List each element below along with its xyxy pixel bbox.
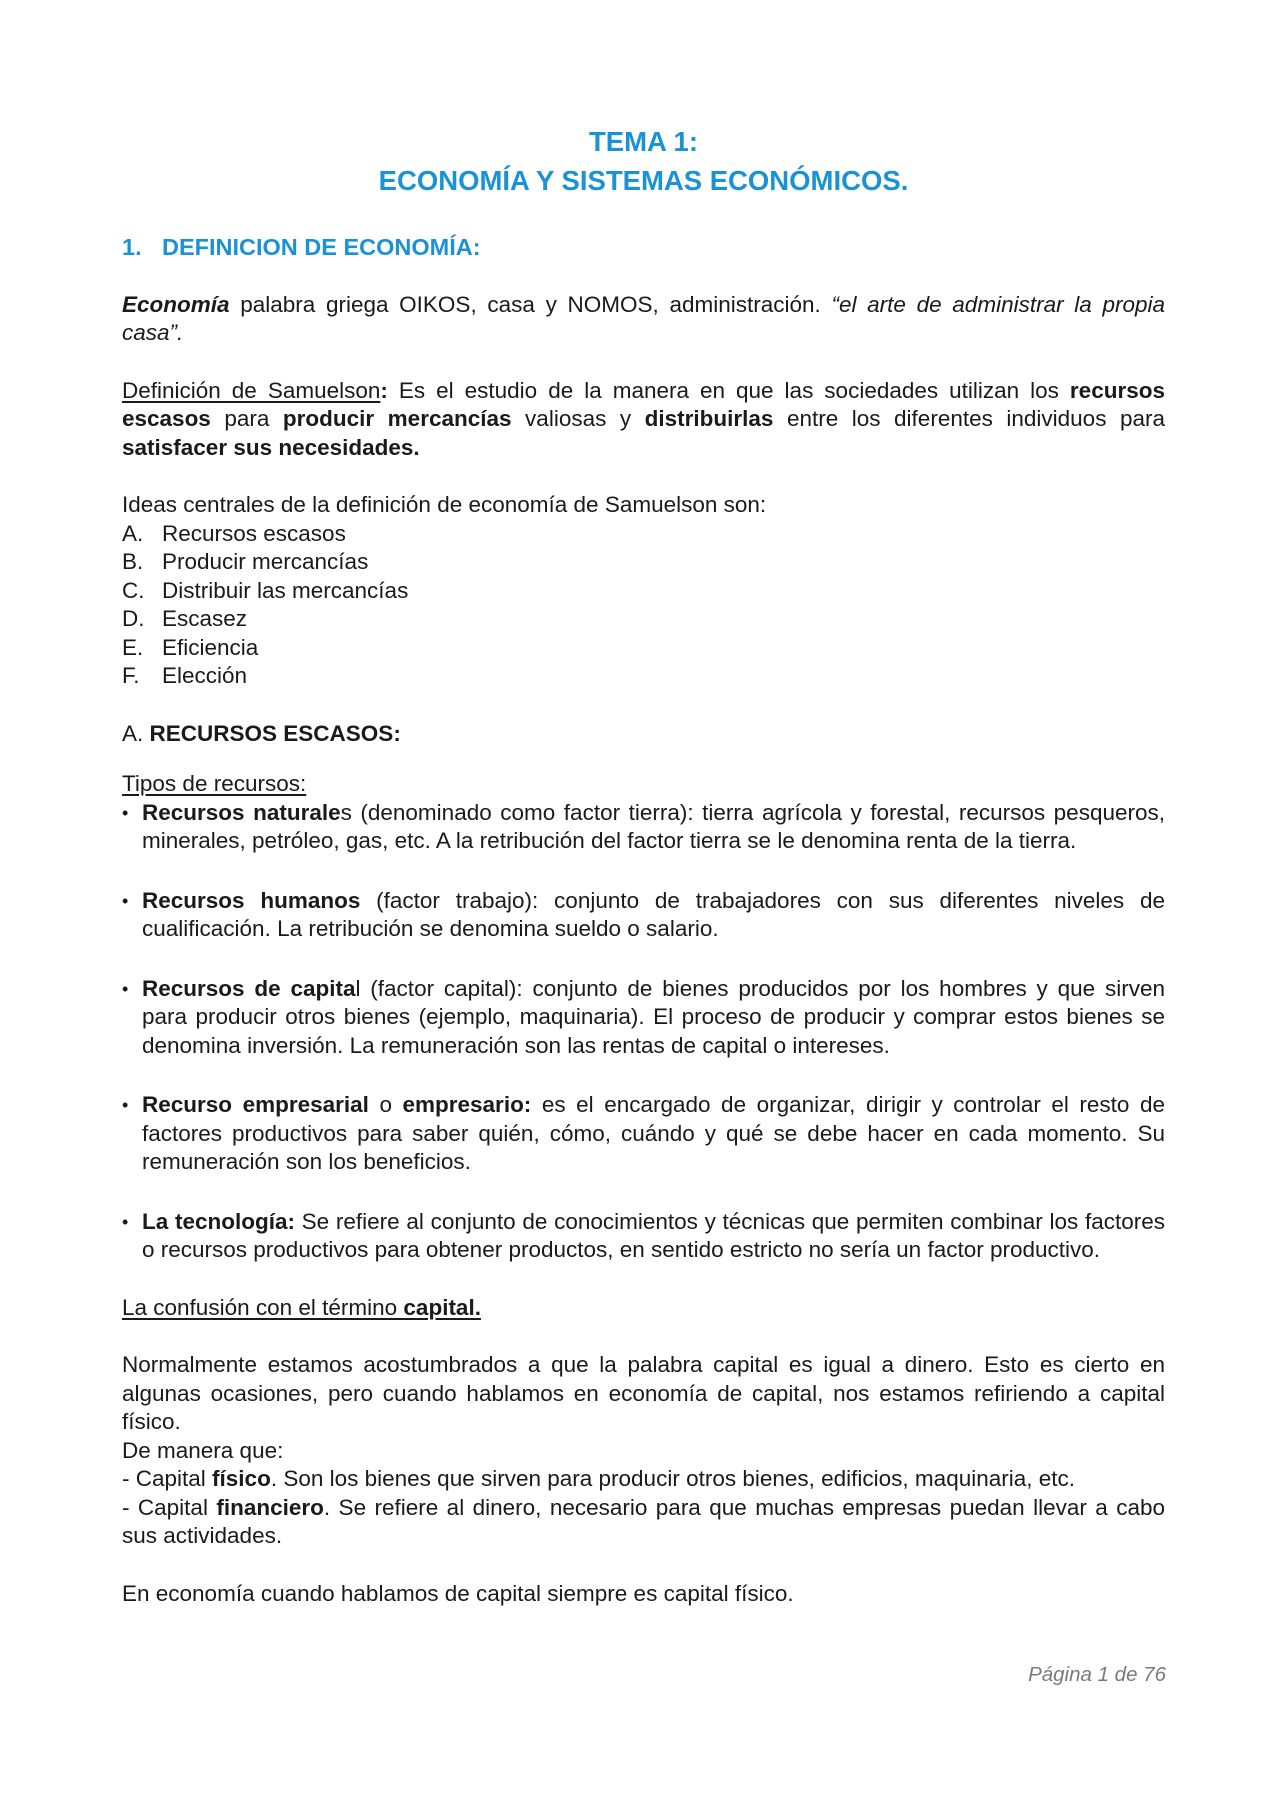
- bullet-icon: •: [122, 802, 129, 823]
- samuelson-colon: :: [380, 377, 388, 403]
- samuelson-text-2: para: [210, 406, 283, 431]
- page-content: [122, 122, 1165, 1608]
- samuelson-text-3: valiosas y: [511, 406, 645, 431]
- samuelson-text-4: entre los diferentes individuos para: [773, 406, 1165, 431]
- capital-financiero-line: [122, 1494, 1165, 1551]
- tipos-recursos-heading: Tipos de recursos:: [122, 771, 307, 796]
- list-item: [122, 605, 1165, 634]
- section-heading-text: DEFINICION DE ECONOMÍA:: [162, 234, 481, 260]
- list-marker: F.: [122, 663, 140, 688]
- samuelson-text-1: Es el estudio de la manera en que las sociedades utilizan los: [387, 377, 1070, 403]
- title-line-1: TEMA 1:: [589, 126, 698, 157]
- confusion-heading-text: La confusión con el término: [122, 1294, 404, 1320]
- line-text: . Se refiere al dinero, necesario para que muchas empresas puedan llevar a cabo sus actividades.: [122, 1494, 1165, 1548]
- ideas-list: [122, 520, 1165, 691]
- list-label: Producir mercancías: [162, 549, 369, 574]
- confusion-heading: [122, 1294, 1165, 1323]
- samuelson-label: Definición de Samuelson: [122, 377, 381, 403]
- line-bold: financiero: [216, 1494, 324, 1520]
- confusion-paragraph: Normalmente estamos acostumbrados a que la palabra capital es igual a dinero. Esto es cierto en algunas ocasiones, pero cuando hablamos en economía de capital, nos estamos refiriendo a capital físico.: [122, 1352, 1165, 1434]
- list-label: Elección: [162, 663, 248, 688]
- list-label: Recursos escasos: [162, 520, 346, 546]
- ideas-intro: Ideas centrales de la definición de economía de Samuelson son:: [122, 492, 767, 517]
- manera-line: De manera que:: [122, 1437, 284, 1463]
- line-bold: físico: [212, 1466, 271, 1491]
- recursos-list: [122, 799, 1165, 1265]
- bullet-bold: Recurso empresarial: [142, 1092, 369, 1117]
- list-label: Distribuir las mercancías: [162, 577, 409, 603]
- bullet-icon: •: [122, 978, 129, 999]
- final-statement: En economía cuando hablamos de capital siempre es capital físico.: [122, 1580, 794, 1606]
- samuelson-bold-2: producir mercancías: [282, 406, 512, 431]
- list-label: Eficiencia: [162, 634, 259, 660]
- economia-text: palabra griega OIKOS, casa y NOMOS, administración.: [229, 291, 832, 317]
- bullet-text: es el encargado de organizar, dirigir y controlar el resto de factores productivos para saber quién, cómo, cuándo y qué se debe hacer en cada momento. Su remuneración son los beneficios.: [142, 1092, 1165, 1174]
- economia-quote: “el arte de administrar la propia casa”.: [122, 291, 1165, 345]
- bullet-bold: La tecnología:: [142, 1208, 295, 1234]
- capital-fisico-line: [122, 1465, 1165, 1494]
- bullet-icon: •: [122, 1211, 129, 1232]
- list-marker: D.: [122, 606, 145, 631]
- section-1-heading: [122, 233, 1165, 262]
- bullet-text: (factor trabajo): conjunto de trabajadores con sus diferentes niveles de cualificación. La retribución se denomina sueldo o salario.: [142, 887, 1165, 941]
- economia-term: Economía: [122, 291, 230, 317]
- bullet-icon: •: [122, 890, 129, 911]
- bullet-text: o: [368, 1092, 403, 1117]
- line-prefix: - Capital: [122, 1466, 213, 1491]
- page-title: [122, 122, 1165, 200]
- bullet-item-tecnologia: [122, 1208, 1165, 1265]
- samuelson-definition: [122, 377, 1165, 463]
- samuelson-bold-1: recursos escasos: [122, 377, 1165, 431]
- list-item: [122, 634, 1165, 663]
- bullet-bold: Recursos humanos: [142, 887, 361, 913]
- list-marker: B.: [122, 549, 144, 574]
- confusion-heading-bold: capital.: [403, 1294, 481, 1320]
- bullet-item-capital: [122, 975, 1165, 1061]
- bullet-icon: •: [122, 1095, 129, 1115]
- bullet-bold: Recursos de capita: [142, 975, 356, 1001]
- economia-definition: [122, 291, 1165, 348]
- bullet-item-naturales: [122, 799, 1165, 856]
- bullet-text: l (factor capital): conjunto de bienes producidos por los hombres y que sirven para producir otros bienes (ejemplo, maquinaria). El proceso de producir y comprar estos bienes se denomina inversión. La remuneración son las rentas de capital o intereses.: [142, 975, 1165, 1058]
- subsection-heading-text: RECURSOS ESCASOS:: [149, 720, 401, 746]
- bullet-bold: empresario:: [402, 1092, 532, 1117]
- list-item: [122, 577, 1165, 606]
- subsection-a-heading: [122, 720, 1165, 749]
- list-marker: A.: [122, 520, 144, 546]
- bullet-item-empresarial: [122, 1091, 1165, 1177]
- subsection-prefix: A.: [122, 720, 150, 746]
- section-number: 1.: [122, 234, 142, 260]
- line-prefix: - Capital: [122, 1494, 217, 1520]
- page-number: Página 1 de 76: [1028, 1663, 1166, 1686]
- samuelson-bold-3: distribuirlas: [644, 406, 774, 431]
- list-label: Escasez: [162, 606, 248, 631]
- list-item: [122, 548, 1165, 577]
- line-text: . Son los bienes que sirven para producir otros bienes, edificios, maquinaria, etc.: [270, 1466, 1076, 1491]
- bullet-text: Se refiere al conjunto de conocimientos y técnicas que permiten combinar los factores o recursos productivos para obtener productos, en sentido estricto no sería un factor productivo.: [142, 1208, 1165, 1262]
- list-marker: C.: [122, 577, 145, 603]
- list-item: [122, 520, 1165, 549]
- bullet-bold: Recursos naturale: [142, 799, 341, 825]
- list-item: [122, 662, 1165, 691]
- samuelson-bold-4: satisfacer sus necesidades.: [122, 434, 420, 460]
- list-marker: E.: [122, 634, 144, 660]
- bullet-text: s (denominado como factor tierra): tierra agrícola y forestal, recursos pesqueros, minerales, petróleo, gas, etc. A la retribución del factor tierra se le denomina renta de la tierra.: [142, 799, 1165, 853]
- title-line-2: ECONOMÍA Y SISTEMAS ECONÓMICOS.: [378, 165, 909, 196]
- bullet-item-humanos: [122, 887, 1165, 944]
